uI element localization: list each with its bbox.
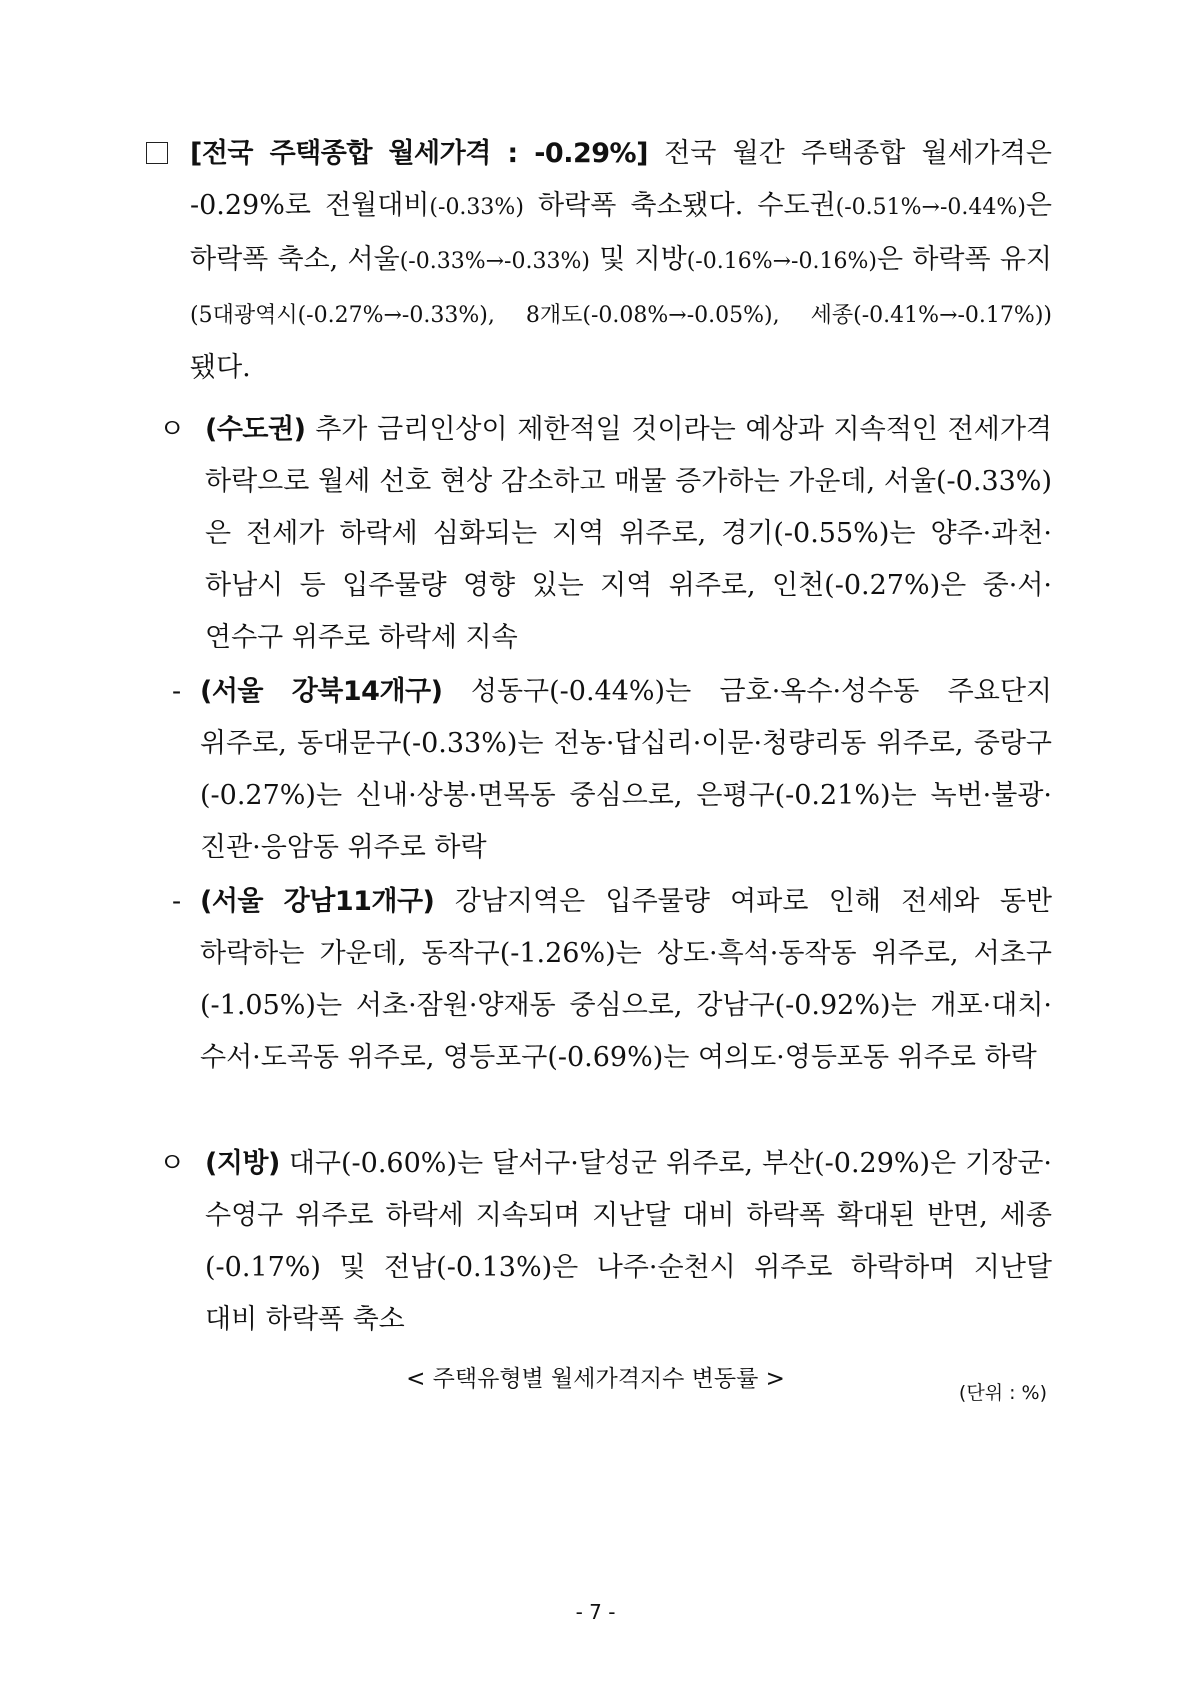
paragraph-body [190, 138, 1052, 383]
paragraph-text: 성동구(-0.44%)는 금호·옥수·성수동 주요단지 위주로, 동대문구(-0.33%)는 전농·답십리·이문·청량리동 위주로, 중랑구(-0.27%)는 신내·상봉·면목동 중심으로, 은평구(-0.21%)는 녹번·불광·진관·응암동 위주로 하락 [200, 676, 1052, 863]
dash-paragraph-seoul-gangnam [172, 876, 1052, 1084]
paragraph-text-small: (-0.51%→-0.44%) [835, 195, 1026, 220]
paragraph-text-small: (5대광역시(-0.27%→-0.33%), 8개도(-0.08%→-0.05%), 세종(-0.41%→-0.17%)) [190, 303, 1052, 328]
paragraph-text: 은 하락폭 유지 [876, 244, 1052, 275]
paragraph-text-small: (-0.33%→-0.33%) [399, 249, 590, 274]
bullet-paragraph-capital-area [159, 404, 1052, 664]
paragraph-text: 강남지역은 입주물량 여파로 인해 전세와 동반 하락하는 가운데, 동작구(-1.26%)는 상도·흑석·동작동 위주로, 서초구(-1.05%)는 서초·잠원·양재동 중심으로, 강남구(-0.92%)는 개포·대치·수서·도곡동 위주로, 영등포구(-0.69%)는 여의도·영등포동 위주로 하락 [200, 886, 1052, 1073]
paragraph-text: 은 하락폭 축소, 서울 [190, 190, 1052, 275]
paragraph-lead: [전국 주택종합 월세가격 : -0.29%] [190, 138, 648, 169]
table-caption: < 주택유형별 월세가격지수 변동률 > [406, 1366, 785, 1392]
dash-bullet-icon: - [172, 886, 182, 917]
bullet-paragraph-provincial [159, 1138, 1052, 1346]
paragraph-lead: (수도권) [205, 414, 306, 445]
dash-paragraph-seoul-gangbuk [172, 666, 1052, 874]
paragraph-body [205, 414, 1052, 653]
dash-bullet-icon: - [172, 676, 182, 707]
paragraph-text: 추가 금리인상이 제한적일 것이라는 예상과 지속적인 전세가격 하락으로 월세 선호 현상 감소하고 매물 증가하는 가운데, 서울(-0.33%)은 전세가 하락세 심화되는 지역 위주로, 경기(-0.55%)는 양주·과천·하남시 등 입주물량 영향 있는 지역 위주로, 인천(-0.27%)은 중·서·연수구 위주로 하락세 지속 [205, 414, 1052, 653]
checkbox-bullet-icon [146, 128, 168, 182]
paragraph-text: 대구(-0.60%)는 달서구·달성군 위주로, 부산(-0.29%)은 기장군·수영구 위주로 하락세 지속되며 지난달 대비 하락폭 확대된 반면, 세종(-0.17%) 및 전남(-0.13%)은 나주·순천시 위주로 하락하며 지난달 대비 하락폭 축소 [205, 1148, 1052, 1335]
summary-paragraph-national [190, 128, 1052, 394]
paragraph-text-small: (-0.33%) [429, 195, 524, 220]
paragraph-lead: (서울 강북14개구) [200, 676, 443, 707]
paragraph-text: 됐다. [190, 352, 251, 383]
paragraph-text: 및 지방 [589, 244, 687, 275]
paragraph-text: 전국 월간 주택종합 월세가격은 -0.29%로 전월대비 [190, 138, 1052, 221]
page-number: - 7 - [575, 1600, 616, 1624]
circle-bullet-icon: ㅇ [159, 1148, 186, 1179]
paragraph-text-small: (-0.16%→-0.16%) [686, 249, 877, 274]
paragraph-text: 하락폭 축소됐다. 수도권 [523, 190, 836, 221]
paragraph-lead: (지방) [205, 1148, 280, 1179]
paragraph-body [205, 1148, 1052, 1335]
unit-label: (단위 : %) [958, 1382, 1047, 1404]
paragraph-lead: (서울 강남11개구) [200, 886, 435, 917]
circle-bullet-icon: ㅇ [159, 414, 186, 445]
